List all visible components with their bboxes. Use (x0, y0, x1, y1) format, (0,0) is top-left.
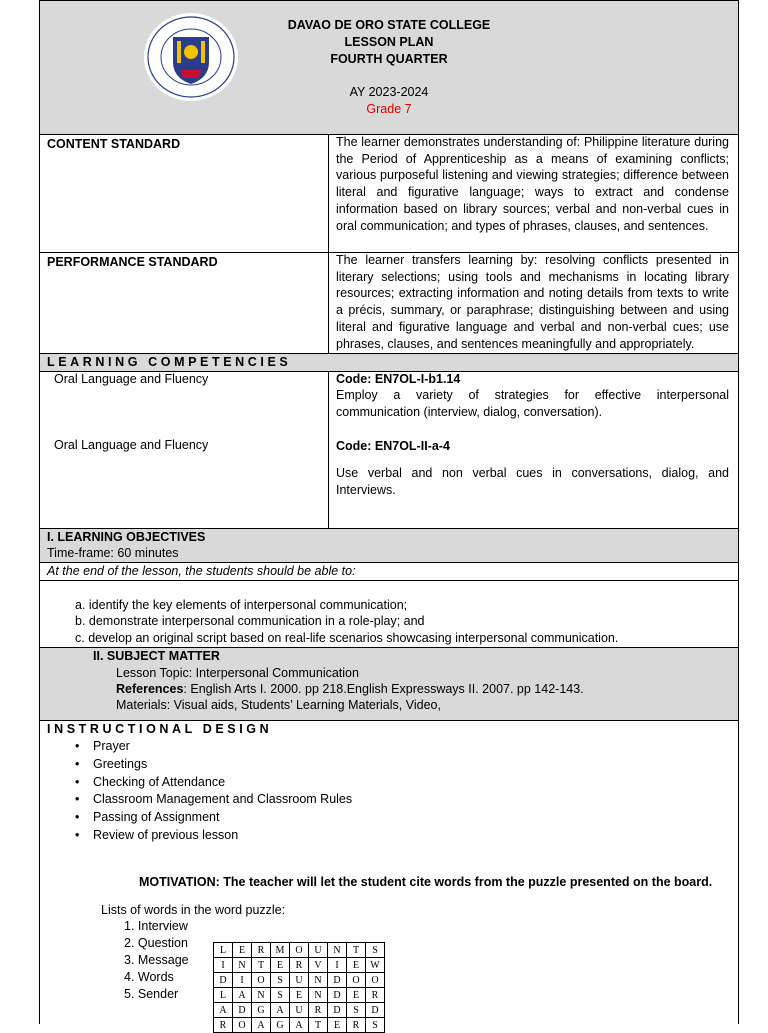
puzzle-cell: S (271, 988, 290, 1003)
word-item-2: 2. Question (124, 936, 188, 950)
bullet-text: Passing of Assignment (93, 810, 220, 825)
puzzle-cell: W (366, 958, 385, 973)
puzzle-cell: A (214, 1003, 233, 1018)
puzzle-cell: S (347, 1003, 366, 1018)
word-item-5: 5. Sender (124, 987, 179, 1001)
puzzle-cell: D (328, 988, 347, 1003)
motivation-text: MOTIVATION: The teacher will let the student cite words from the puzzle presented on the board. (139, 875, 713, 889)
puzzle-cell: A (233, 988, 252, 1003)
puzzle-cell: R (290, 958, 309, 973)
objective-c: c. develop an original script based on real-life scenarios showcasing interpersonal communication. (75, 631, 619, 645)
puzzle-cell: N (328, 943, 347, 958)
list-item: • Greetings (75, 756, 148, 771)
puzzle-row (214, 1018, 385, 1033)
puzzle-cell: N (309, 988, 328, 1003)
instructional-design-heading: INSTRUCTIONAL DESIGN (47, 722, 273, 736)
puzzle-cell: O (233, 1018, 252, 1033)
puzzle-cell: S (271, 973, 290, 988)
word-item-4: 4. Words (124, 970, 174, 984)
references-text: : English Arts I. 2000. pp 218.English Expressways II. 2007. pp 142-143. (183, 682, 584, 696)
puzzle-cell: E (290, 988, 309, 1003)
performance-standard-text: The learner transfers learning by: resolving conflicts presented in literary selections; using tools and mechanisms in locating library resources; extracting information and noting details from texts to write a précis, summary, or paraphrase; distinguishing between and using literal and figurative language and verbal and non-verbal cues; use phrases, clauses, and sentences meaningfully and appropriately. (336, 253, 729, 351)
references-label: References (116, 682, 184, 696)
document-type: LESSON PLAN (344, 35, 434, 49)
puzzle-cell: E (328, 1018, 347, 1033)
puzzle-cell: I (233, 973, 252, 988)
puzzle-cell: U (290, 1003, 309, 1018)
word-item-1: 1. Interview (124, 919, 188, 933)
list-item: • Checking of Attendance (75, 774, 226, 789)
puzzle-cell: G (271, 1018, 290, 1033)
puzzle-cell: N (309, 973, 328, 988)
puzzle-cell: L (214, 943, 233, 958)
instructional-design-list (40, 738, 352, 845)
puzzle-cell: A (271, 1003, 290, 1018)
puzzle-cell: E (233, 943, 252, 958)
puzzle-row (214, 943, 385, 958)
puzzle-cell: G (252, 1003, 271, 1018)
puzzle-cell: O (347, 973, 366, 988)
puzzle-cell: T (347, 943, 366, 958)
competency-code-1: Code: EN7OL-I-b1.14 (336, 372, 461, 386)
puzzle-cell: O (366, 973, 385, 988)
puzzle-cell: L (214, 988, 233, 1003)
puzzle-cell: S (366, 1018, 385, 1033)
puzzle-cell: S (366, 943, 385, 958)
quarter-label: FOURTH QUARTER (330, 52, 448, 66)
puzzle-cell: A (290, 1018, 309, 1033)
list-item: • Prayer (75, 739, 130, 753)
materials-line: Materials: Visual aids, Students’ Learning Materials, Video, (116, 698, 441, 712)
lesson-topic: Lesson Topic: Interpersonal Communication (116, 666, 359, 680)
subject-matter-heading: II. SUBJECT MATTER (93, 649, 220, 663)
puzzle-cell: M (271, 943, 290, 958)
puzzle-cell: D (214, 973, 233, 988)
puzzle-cell: N (233, 958, 252, 973)
puzzle-cell: T (309, 1018, 328, 1033)
puzzle-cell: D (328, 973, 347, 988)
competency-text-2: Use verbal and non verbal cues in conversations, dialog, and Interviews. (336, 466, 729, 497)
list-item: • Classroom Management and Classroom Rules (75, 792, 353, 807)
list-item: • Review of previous lesson (75, 827, 239, 842)
puzzle-row (214, 973, 385, 988)
competency-domain-2: Oral Language and Fluency (54, 438, 209, 452)
puzzle-cell: U (309, 943, 328, 958)
puzzle-cell: D (233, 1003, 252, 1018)
puzzle-cell: E (347, 958, 366, 973)
puzzle-cell: O (252, 973, 271, 988)
competency-code-2: Code: EN7OL-II-a-4 (336, 439, 450, 453)
puzzle-cell: N (252, 988, 271, 1003)
puzzle-row (214, 958, 385, 973)
lesson-plan-page (39, 0, 739, 1031)
puzzle-cell: R (309, 1003, 328, 1018)
college-name: DAVAO DE ORO STATE COLLEGE (287, 18, 491, 32)
puzzle-cell: E (347, 988, 366, 1003)
objectives-heading: I. LEARNING OBJECTIVES (47, 530, 206, 544)
puzzle-cell: I (214, 958, 233, 973)
puzzle-cell: U (290, 973, 309, 988)
content-standard-text: The learner demonstrates understanding of: Philippine literature during the Period of Apprenticeship as a means of examining conflicts; various purposeful listening and viewing strategies; difference between literal and figurative language; ways to extract and condense information based on library sources; verbal and non-verbal cues in oral communication; and types of phrases, clauses, and sentences. (336, 135, 729, 233)
word-item-3: 3. Message (124, 953, 189, 967)
content-standard-label: CONTENT STANDARD (47, 137, 181, 151)
puzzle-cell: R (214, 1018, 233, 1033)
puzzle-row (214, 988, 385, 1003)
learning-competencies-heading: LEARNING COMPETENCIES (47, 355, 292, 369)
puzzle-cell: D (328, 1003, 347, 1018)
objectives-timeframe: Time-frame: 60 minutes (47, 546, 179, 560)
competency-text-1: Employ a variety of strategies for effective interpersonal communication (interview, dialog, conversation). (336, 388, 729, 419)
bullet-text: Classroom Management and Classroom Rules (93, 792, 353, 807)
objectives-intro: At the end of the lesson, the students should be able to: (47, 564, 356, 578)
bullet-text: Review of previous lesson (93, 827, 239, 842)
puzzle-cell: R (366, 988, 385, 1003)
puzzle-cell: A (252, 1018, 271, 1033)
performance-standard-label: PERFORMANCE STANDARD (47, 255, 218, 269)
grade-level: Grade 7 (366, 102, 412, 116)
word-list-title: Lists of words in the word puzzle: (101, 903, 286, 917)
list-item: • Passing of Assignment (75, 810, 220, 825)
references-line (116, 681, 584, 697)
puzzle-cell: R (252, 943, 271, 958)
bullet-text: Greetings (93, 756, 148, 771)
puzzle-cell: E (271, 958, 290, 973)
bullet-text: Prayer (93, 739, 130, 753)
competency-domain-1: Oral Language and Fluency (54, 372, 209, 386)
puzzle-row (214, 1003, 385, 1018)
puzzle-cell: R (347, 1018, 366, 1033)
puzzle-cell: D (366, 1003, 385, 1018)
puzzle-cell: T (252, 958, 271, 973)
bullet-text: Checking of Attendance (93, 774, 226, 789)
objective-b: b. demonstrate interpersonal communication in a role-play; and (75, 614, 425, 628)
objective-a: a. identify the key elements of interpersonal communication; (75, 598, 408, 612)
puzzle-cell: O (290, 943, 309, 958)
word-puzzle-grid (213, 942, 385, 1033)
puzzle-cell: V (309, 958, 328, 973)
academic-year: AY 2023-2024 (349, 85, 429, 99)
puzzle-cell: I (328, 958, 347, 973)
